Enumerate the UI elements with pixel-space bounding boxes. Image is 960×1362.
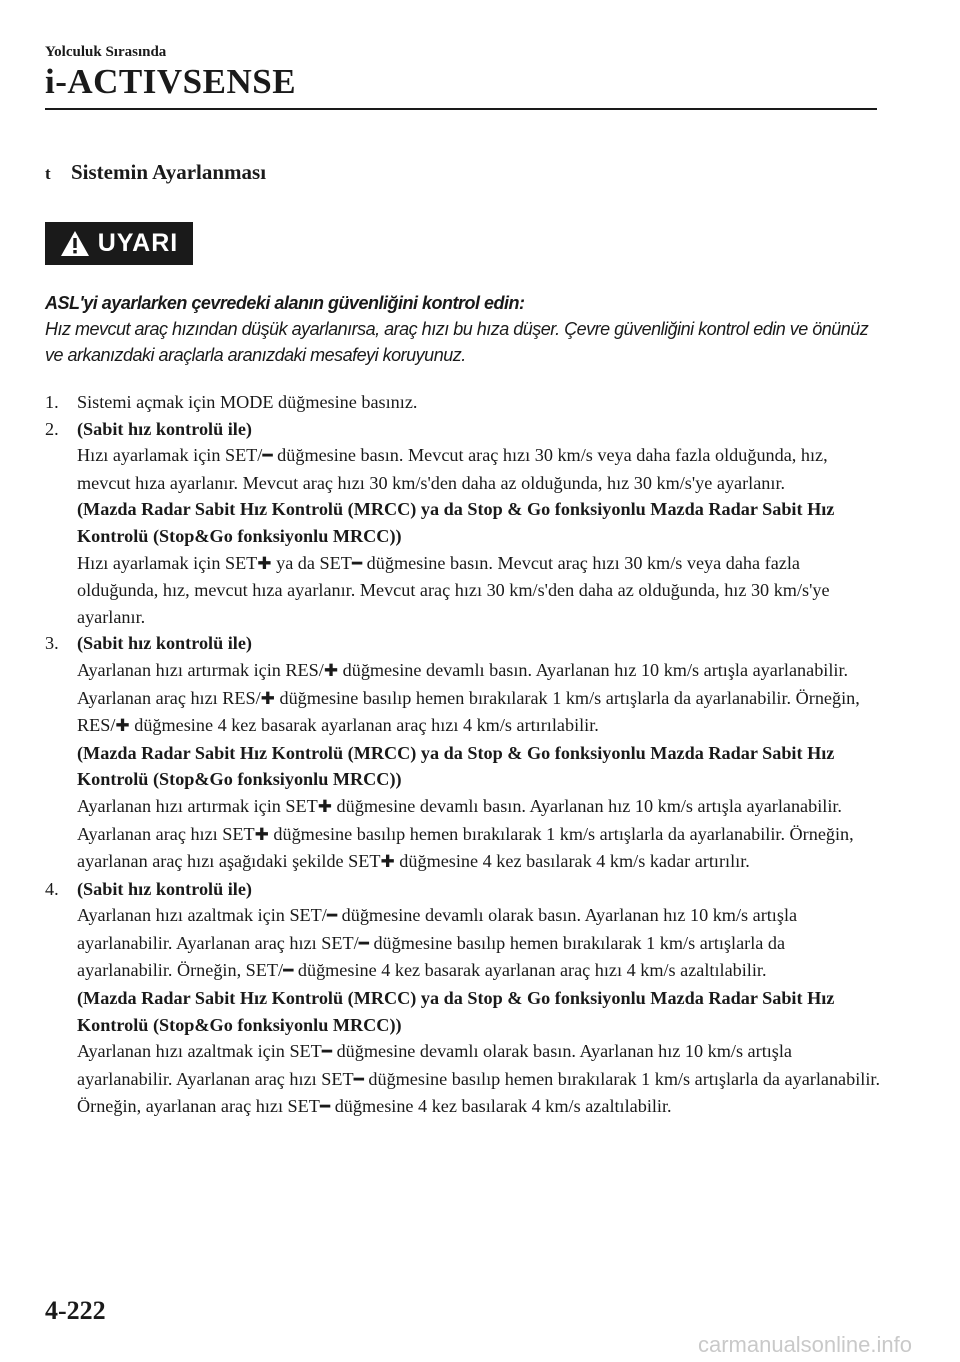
- step-subheading: (Mazda Radar Sabit Hız Kontrolü (MRCC) ya da Stop & Go fonksiyonlu Mazda Radar Sabit Hız Kontrolü (Stop&Go fonksiyonlu MRCC)): [77, 499, 835, 546]
- plus-icon: ✚: [323, 660, 339, 681]
- section-heading: [45, 160, 266, 185]
- step-paragraph: Ayarlanan hızı azaltmak için SET━ düğmesine devamlı olarak basın. Ayarlanan hız 10 km/s artışla ayarlanabilir. Ayarlanan araç hızı SET━ düğmesine basılıp hemen bırakılarak 1 km/s artışlarla da ayarlanabilir. Örneğin, ayarlanan araç hızı SET━ düğmesine 4 kez basılarak 4 km/s azaltılabilir.: [77, 1041, 880, 1118]
- warning-body: Hız mevcut araç hızından düşük ayarlanırsa, araç hızı bu hıza düşer. Çevre güvenliğini kontrol edin ve önünüz ve arkanızdaki araçlarla aranızdaki mesafeyi koruyunuz.: [45, 319, 869, 365]
- step-paragraph: Ayarlanan hızı artırmak için RES/✚ düğmesine devamlı basın. Ayarlanan hız 10 km/s artışla ayarlanabilir. Ayarlanan araç hızı RES/✚ düğmesine basılıp hemen bırakılarak 1 km/s artışlarla da ayarlanabilir. Örneğin, RES/✚ düğmesine 4 kez basarak ayarlanan araç hızı 4 km/s artırılabilir.: [77, 659, 860, 737]
- step-subheading: (Sabit hız kontrolü ile): [77, 878, 252, 899]
- warning-badge: [45, 222, 193, 265]
- minus-icon: ━: [262, 446, 273, 467]
- section-title: Sistemin Ayarlanması: [71, 160, 267, 184]
- minus-icon: ━: [358, 933, 369, 954]
- list-item: [45, 630, 885, 875]
- step-number: 4.: [45, 878, 59, 899]
- step-paragraph: Ayarlanan hızı azaltmak için SET/━ düğmesine devamlı olarak basın. Ayarlanan hız 10 km/s artışla ayarlanabilir. Ayarlanan araç hızı SET/━ düğmesine basılıp hemen bırakılarak 1 km/s artışlarla da ayarlanabilir. Örneğin, SET/━ düğmesine 4 kez basarak ayarlanan araç hızı 4 km/s azaltılabilir.: [77, 905, 798, 982]
- plus-icon: ✚: [257, 553, 272, 574]
- minus-icon: ━: [321, 1042, 333, 1063]
- step-number: 2.: [45, 418, 59, 439]
- minus-icon: ━: [326, 906, 338, 927]
- step-paragraph: Ayarlanan hızı artırmak için SET✚ düğmesine devamlı basın. Ayarlanan hız 10 km/s artışla ayarlanabilir. Ayarlanan araç hızı SET✚ düğmesine basılıp hemen bırakılarak 1 km/s artışlarla da ayarlanabilir. Örneğin, ayarlanan araç hızı aşağıdaki şekilde SET✚ düğmesine 4 kez basılarak 4 km/s kadar artırılır.: [77, 795, 854, 873]
- plus-icon: ✚: [380, 852, 395, 873]
- plus-icon: ✚: [260, 688, 275, 709]
- step-subheading: (Mazda Radar Sabit Hız Kontrolü (MRCC) ya da Stop & Go fonksiyonlu Mazda Radar Sabit Hız Kontrolü (Stop&Go fonksiyonlu MRCC)): [77, 988, 835, 1035]
- step-paragraph: Hızı ayarlamak için SET✚ ya da SET━ düğmesine basın. Mevcut araç hızı 30 km/s veya daha fazla olduğunda, hız, mevcut hıza ayarlanır. Mevcut araç hızı 30 km/s'den daha az olduğunda, hız 30 km/s'ye ayarlanır.: [77, 552, 830, 627]
- chapter-label: Yolculuk Sırasında: [45, 44, 167, 60]
- step-text: Sistemi açmak için MODE düğmesine basınız.: [77, 392, 418, 412]
- warning-label: UYARI: [97, 229, 179, 257]
- page-title: i-ACTIVSENSE: [45, 62, 297, 101]
- step-subheading: (Sabit hız kontrolü ile): [77, 418, 252, 439]
- step-number: 1.: [45, 392, 59, 412]
- list-item: [45, 416, 885, 631]
- warning-title: ASL'yi ayarlarken çevredeki alanın güvenliğini kontrol edin:: [45, 293, 525, 313]
- plus-icon: ✚: [317, 796, 332, 817]
- list-item: [45, 876, 885, 1121]
- plus-icon: ✚: [254, 824, 269, 845]
- step-subheading: (Sabit hız kontrolü ile): [77, 633, 252, 654]
- plus-icon: ✚: [115, 716, 130, 737]
- minus-icon: ━: [351, 553, 363, 574]
- step-number: 3.: [45, 633, 59, 654]
- section-bullet: t: [45, 164, 51, 183]
- minus-icon: ━: [319, 1097, 331, 1118]
- minus-icon: ━: [353, 1069, 364, 1090]
- watermark: carmanualsonline.info: [697, 1332, 912, 1357]
- warning-triangle-icon: [60, 230, 90, 257]
- step-subheading: (Mazda Radar Sabit Hız Kontrolü (MRCC) ya da Stop & Go fonksiyonlu Mazda Radar Sabit Hız Kontrolü (Stop&Go fonksiyonlu MRCC)): [77, 742, 835, 790]
- warning-text: [45, 290, 880, 368]
- minus-icon: ━: [283, 961, 294, 982]
- step-paragraph: Hızı ayarlamak için SET/━ düğmesine basın. Mevcut araç hızı 30 km/s veya daha fazla olduğunda, hız, mevcut hıza ayarlanır. Mevcut araç hızı 30 km/s'den daha az olduğunda, hız 30 km/s'ye ayarlanır.: [77, 445, 828, 493]
- page-number: 4-222: [45, 1296, 106, 1325]
- header-divider: [45, 108, 877, 110]
- list-item: [45, 389, 885, 416]
- step-list: [45, 389, 885, 1121]
